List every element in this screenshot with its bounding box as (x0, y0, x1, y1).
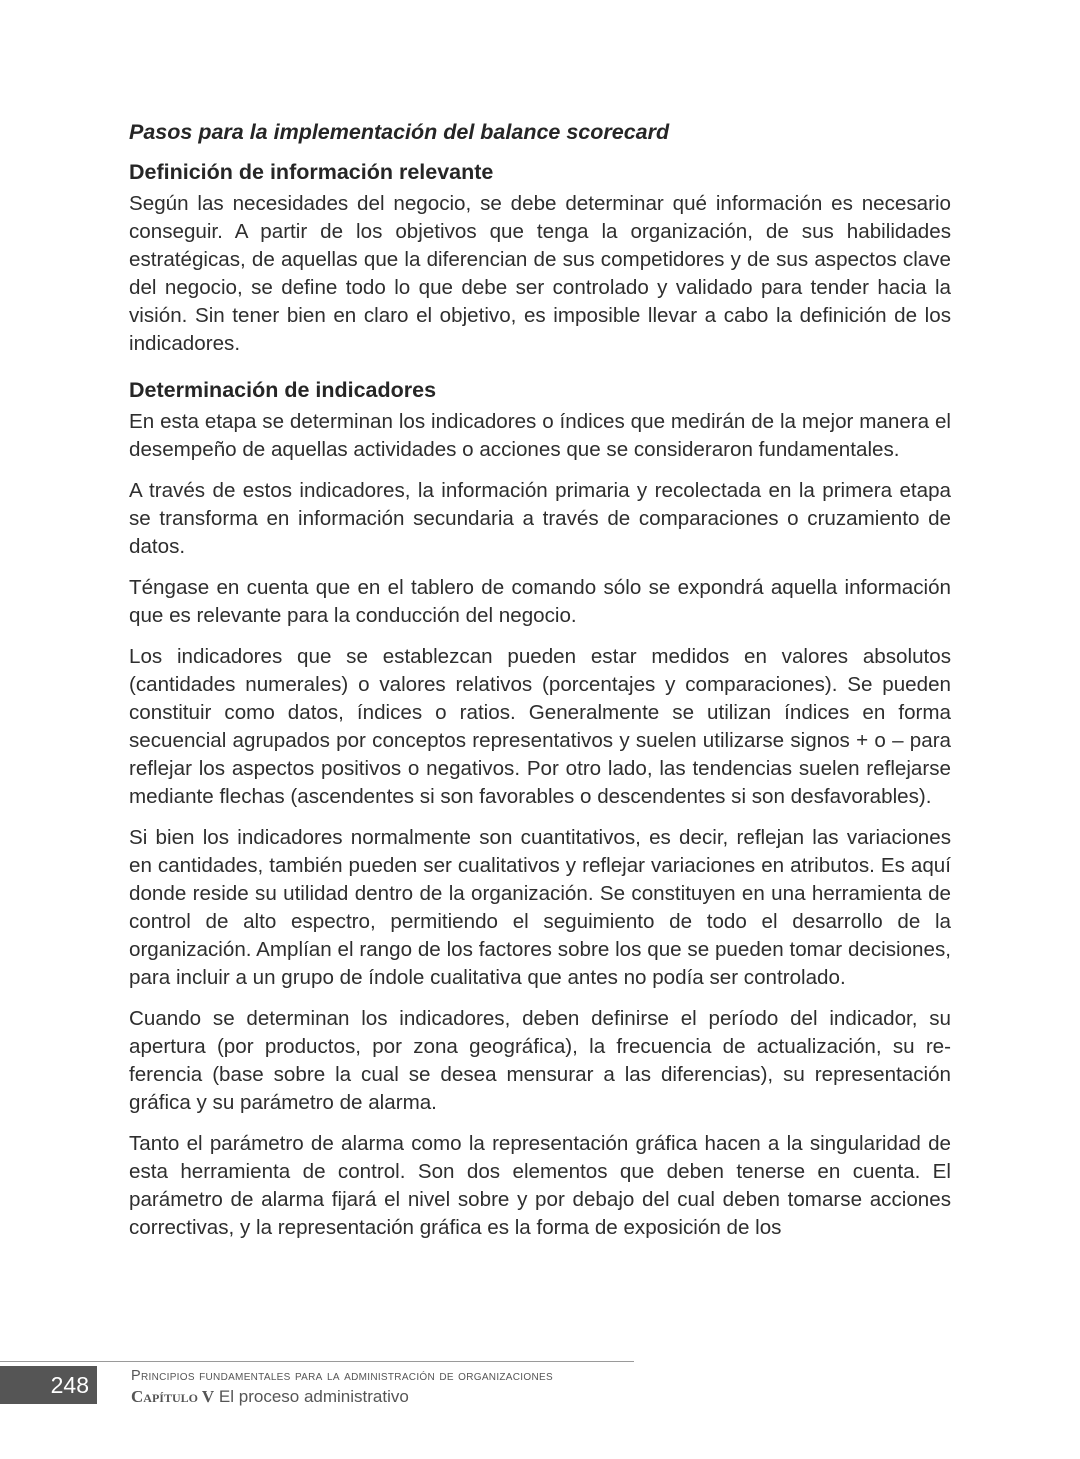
footer-chapter-label: Capítulo V (131, 1387, 215, 1406)
paragraph: Si bien los indicadores normalmente son cuantitativos, es decir, reflejan las variaciones en cantidades, también pueden ser cualitativos y reflejar variaciones en atributos. Es aquí donde reside su utilidad dentro de la organización. Se constituyen en una herramienta de control de alto espectro, permitiendo el seguimiento de todo el desarrollo de la organización. Amplían el rango de los factores sobre los que se pueden tomar decisiones, para incluir a un grupo de índole cualitativa que antes no podía ser controlado. (129, 826, 951, 989)
footer-book-title: Principios fundamentales para la administración de organizaciones (131, 1368, 553, 1384)
footer-divider (0, 1361, 634, 1362)
paragraph: Los indicadores que se establezcan pueden estar medidos en valores absolutos (cantidades numerales) o valores relativos (porcentajes y comparaciones). Se pueden constituir como datos, índices o ratios. Generalmente se utilizan índices en forma secuencial agrupados por conceptos representativos y suelen utilizarse signos + o – para reflejar los aspectos positivos o negativos. Por otro lado, las tendencias suelen reflejarse mediante flechas (ascendentes si son favorables o descendentes si son desfavorables). (129, 645, 951, 808)
paragraph: Según las necesidades del negocio, se debe determinar qué información es necesario conseguir. A partir de los objetivos que tenga la organización, de sus habilidades estratégicas, de aquellas que la diferencian de sus competidores y de sus aspectos clave del negocio, se define todo lo que debe ser controlado y validado para tender hacia la visión. Sin tener bien en claro el objetivo, es imposible llevar a cabo la definición de los indicadores. (129, 192, 951, 355)
paragraph: Téngase en cuenta que en el tablero de comando sólo se expondrá aquella información que es relevante para la conducción del negocio. (129, 576, 951, 627)
paragraph: Tanto el parámetro de alarma como la representación gráfica hacen a la singularidad de esta herramienta de control. Son dos elementos que deben tenerse en cuenta. El parámetro de alarma fijará el nivel sobre y por debajo del cual deben tomarse acciones correctivas, y la representación gráfica es la forma de exposición de los (129, 1132, 951, 1239)
subheading-determinacion-indicadores: Determinación de indicadores (129, 378, 437, 402)
footer-chapter-title: El proceso administrativo (218, 1387, 409, 1406)
footer-chapter (131, 1387, 409, 1407)
page-number-box (0, 1366, 97, 1404)
page-content (129, 118, 951, 1242)
page-number: 248 (50, 1372, 89, 1398)
paragraph: A través de estos indicadores, la información primaria y recolectada en la primera etapa se transforma en información secundaria a través de comparaciones o cruzamiento de datos. (129, 479, 951, 558)
paragraph: Cuando se determinan los indicadores, deben definirse el período del indicador, su apertura (por productos, por zona geográfica), la frecuencia de actualización, su referencia (base sobre la cual se desea mensurar a las diferencias), su representación gráfica y su parámetro de alarma. (129, 1007, 951, 1114)
section-title: Pasos para la implementación del balance scorecard (129, 120, 670, 144)
paragraph: En esta etapa se determinan los indicadores o índices que medirán de la mejor manera el desempeño de aquellas actividades o acciones que se consideraron fundamentales. (129, 410, 951, 461)
subheading-informacion-relevante: Definición de información relevante (129, 160, 494, 184)
